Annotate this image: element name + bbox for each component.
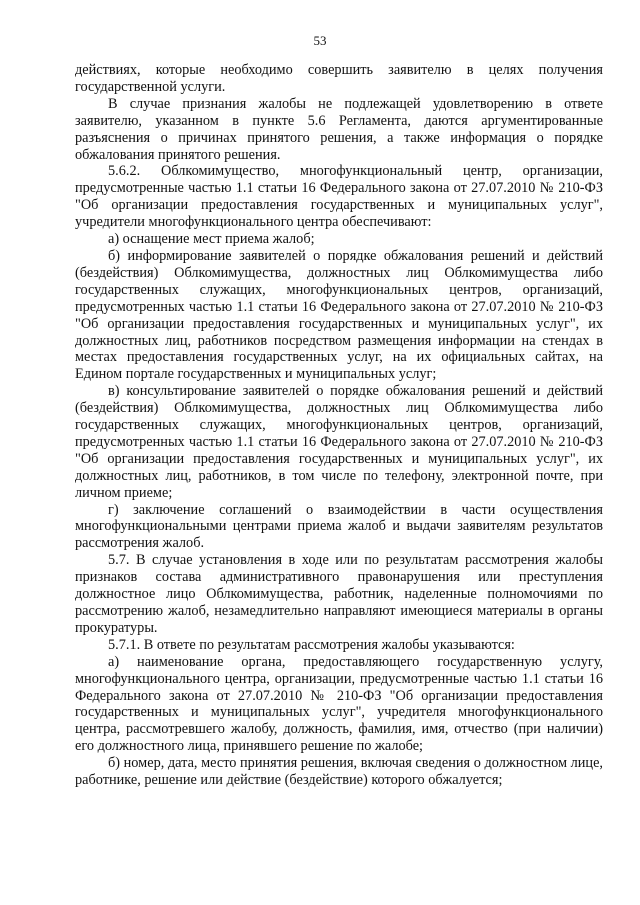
list-item-a-organ-name: а) наименование органа, предоставляющего государственную услугу, многофункционального центра, организации, предусмотренные частью 1.1 статьи 16 Федерального закона от 27.07.2010 № 210-ФЗ "Об организации предоставления государственных и муниципальных услуг", учредителя многофункционального центра, рассмотревшего жалобу, должность, фамилия, имя, отчество (при наличии) его должностного лица, принявшего решение по жалобе; — [75, 653, 603, 755]
paragraph-5-7: 5.7. В случае установления в ходе или по результатам рассмотрения жалобы признаков состава административного правонарушения или преступления должностное лицо Облкомимущества, работник, наделенные полномочиями по рассмотрению жалоб, незамедлительно направляют имеющиеся материалы в органы прокуратуры. — [75, 552, 603, 636]
page-number: 53 — [313, 33, 327, 48]
list-item-b-decision-details: б) номер, дата, место принятия решения, включая сведения о должностном лице, работнике, решение или действие (бездействие) которого обжалуется; — [75, 755, 603, 789]
document-body — [75, 62, 603, 789]
list-item-a-equipment: а) оснащение мест приема жалоб; — [108, 231, 315, 248]
paragraph-continuation: действиях, которые необходимо совершить заявителю в целях получения государственной услуги. — [75, 62, 603, 95]
paragraph-5-6-2: 5.6.2. Облкомимущество, многофункциональный центр, организации, предусмотренные частью 1.1 статьи 16 Федерального закона от 27.07.2010 № 210-ФЗ "Об организации предоставления государственных и муниципальных услуг", учредители многофункционального центра обеспечивают: — [75, 163, 603, 231]
list-item-b-informing: б) информирование заявителей о порядке обжалования решений и действий (бездействия) Облкомимущества, должностных лиц Облкомимущества либо государственных служащих, многофункциональных центров, организаций, предусмотренных частью 1.1 статьи 16 Федерального закона от 27.07.2010 № 210-ФЗ "Об организации предоставления государственных и муниципальных услуг", их должностных лиц, работников посредством размещения информации на стендах в местах предоставления государственных услуг, на их официальных сайтах, на Едином портале государственных и муниципальных услуг; — [75, 247, 603, 383]
list-item-g-agreements: г) заключение соглашений о взаимодействии в части осуществления многофункциональными центрами приема жалоб и выдачи заявителям результатов рассмотрения жалоб. — [75, 501, 603, 552]
list-item-v-consulting: в) консультирование заявителей о порядке обжалования решений и действий (бездействия) Облкомимущества, должностных лиц Облкомимущества либо государственных служащих, многофункциональных центров, организаций, предусмотренных частью 1.1 статьи 16 Федерального закона от 27.07.2010 № 210-ФЗ "Об организации предоставления государственных и муниципальных услуг", их должностных лиц, работников, в том числе по телефону, электронной почте, при личном приеме; — [75, 383, 603, 501]
paragraph-5-7-1: 5.7.1. В ответе по результатам рассмотрения жалобы указываются: — [108, 636, 515, 653]
paragraph-rejection-answer: В случае признания жалобы не подлежащей удовлетворению в ответе заявителю, указанном в пункте 5.6 Регламента, даются аргументированные разъяснения о причинах принятого решения, а также информация о порядке обжалования принятого решения. — [75, 95, 603, 163]
